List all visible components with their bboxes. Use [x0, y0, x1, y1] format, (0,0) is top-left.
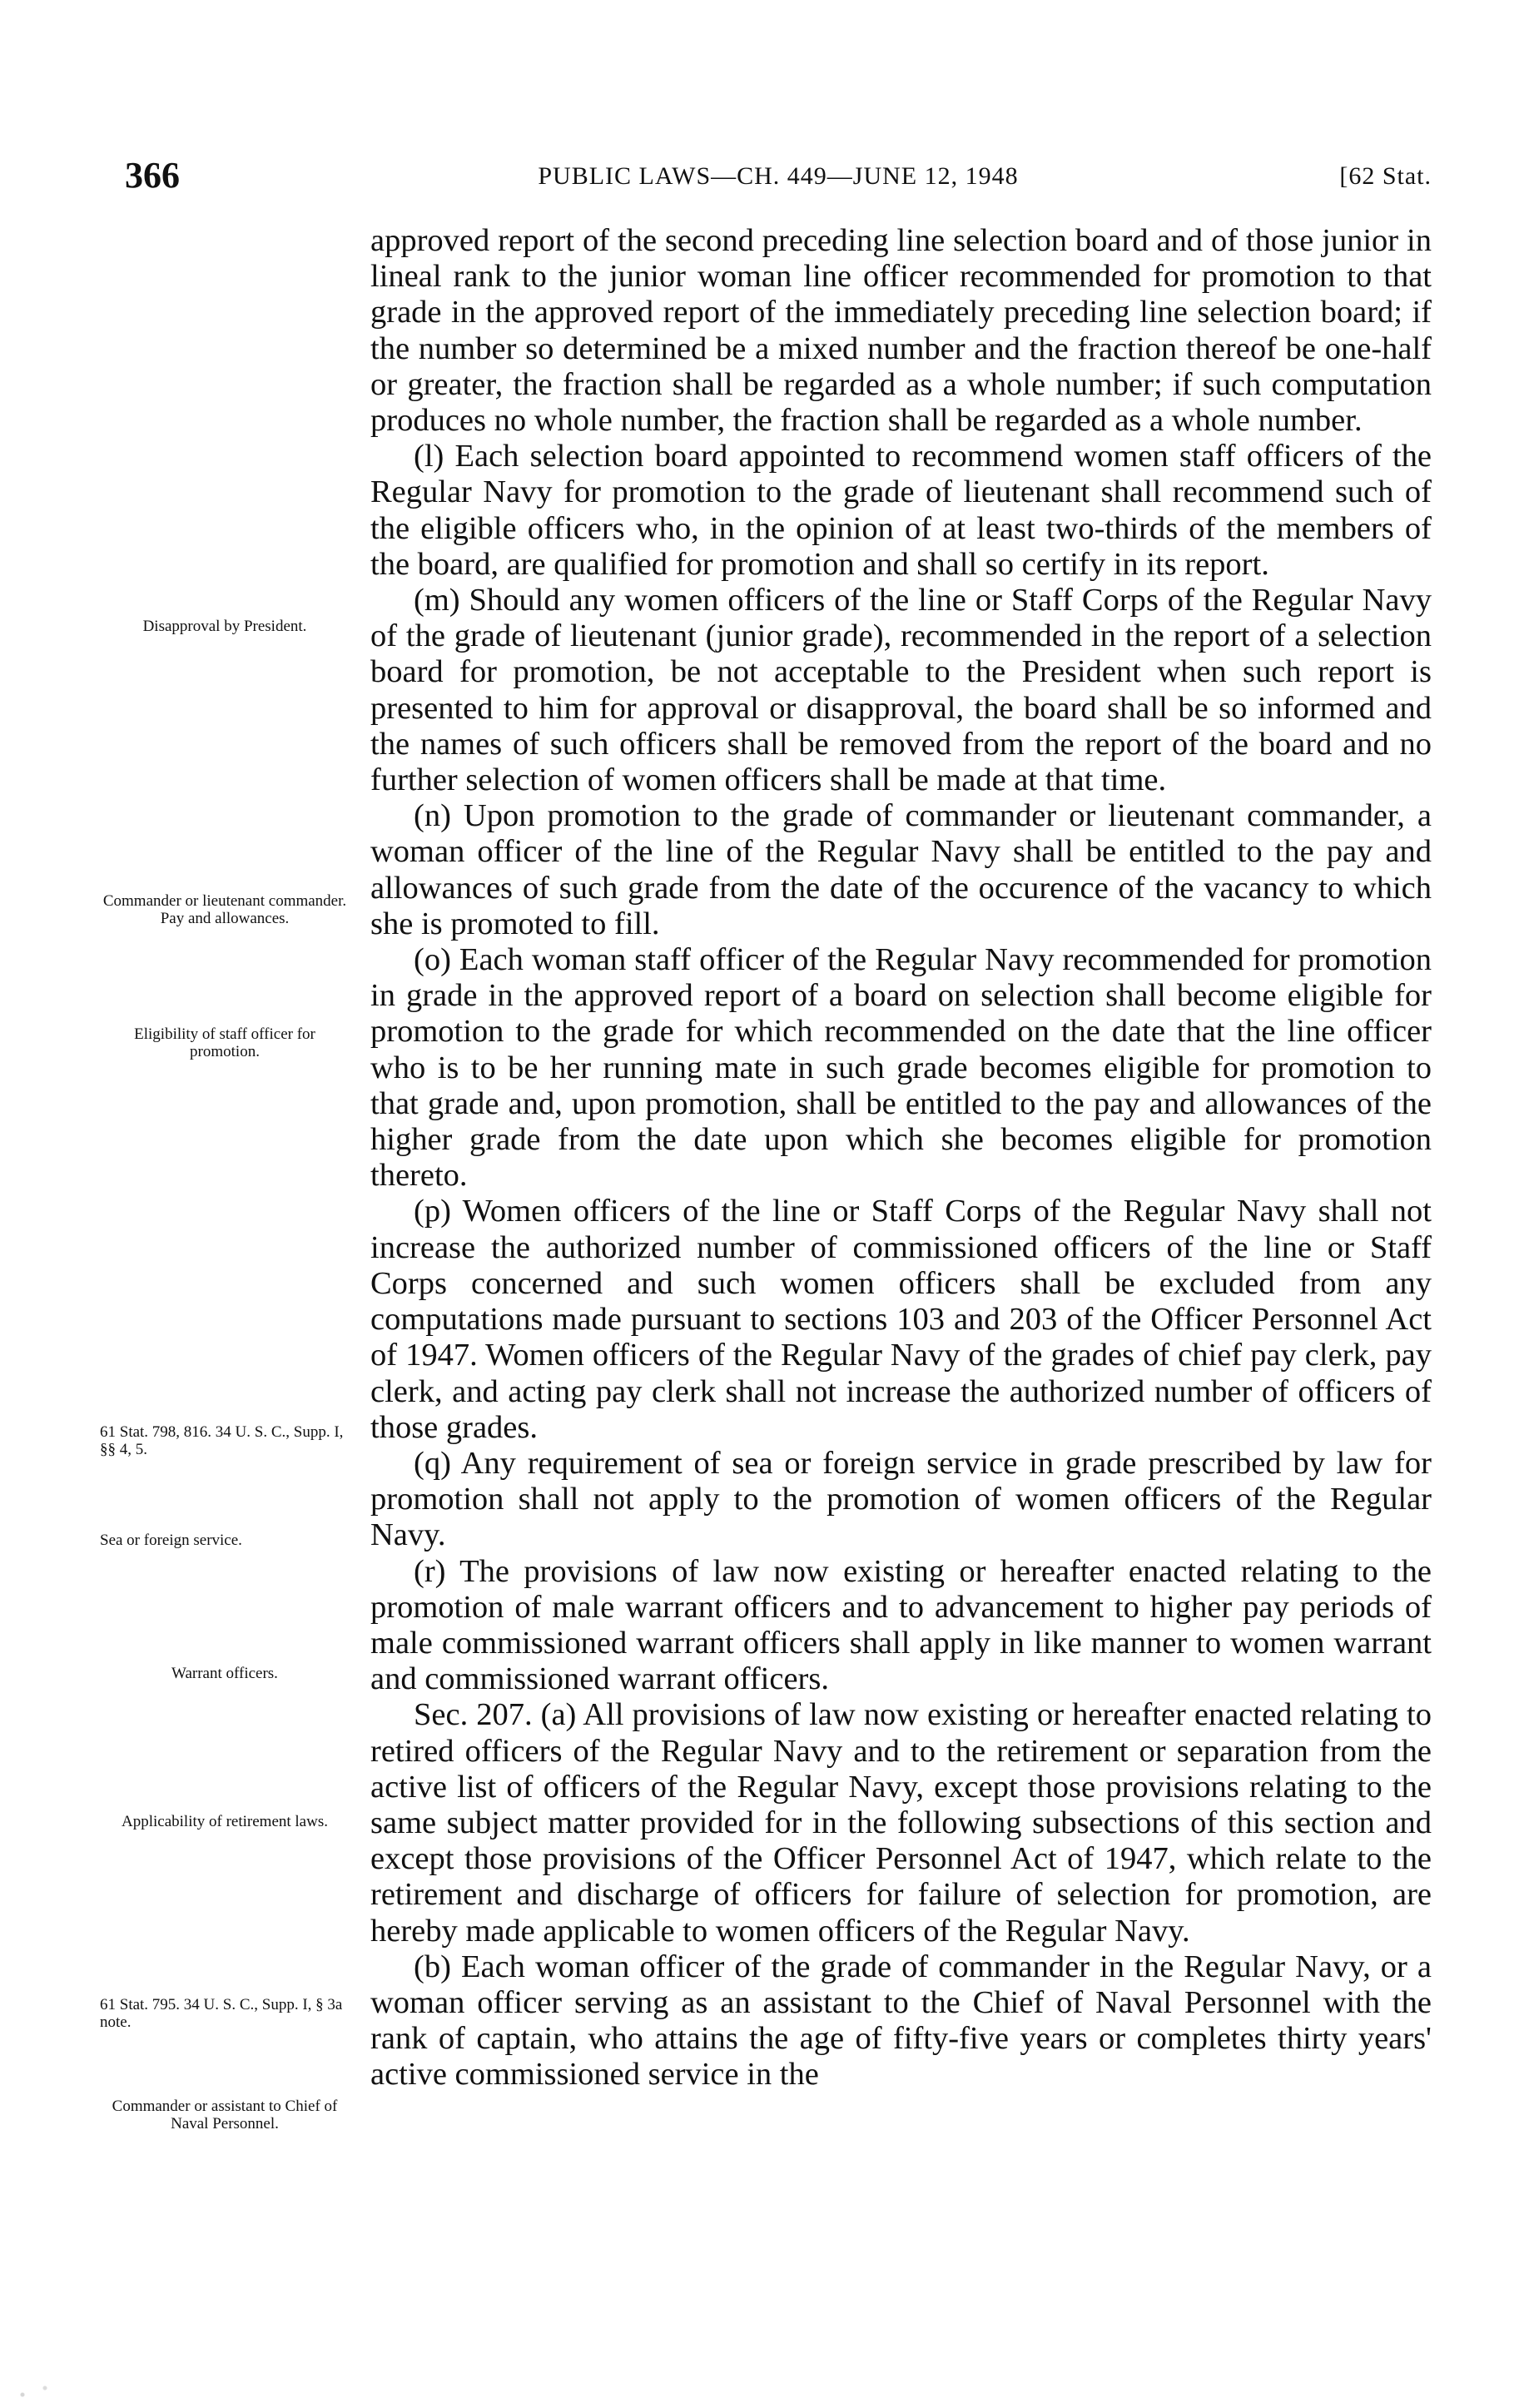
paragraph-n: (n) Upon promotion to the grade of commander or lieutenant commander, a woman officer of the line of the Regular Navy shall be entitled to the pay and allowances of such grade from the date of the occurence of the vacancy to which she is promoted to fill.: [370, 798, 1432, 941]
sidenote-sea-service: Sea or foreign service.: [100, 1532, 242, 1549]
sidenote-eligibility: Eligibility of staff officer for promotion.: [134, 1025, 315, 1060]
sidenote-citation-1: 61 Stat. 798, 816. 34 U. S. C., Supp. I, §§ 4, 5.: [100, 1423, 344, 1458]
paragraph-r: (r) The provisions of law now existing or hereafter enacted relating to the promotion of male warrant officers and to advancement to higher pay periods of male commissioned warrant officers shall apply in like manner to women warrant and commissioned warrant officers.: [370, 1553, 1432, 1697]
page-header: [125, 154, 1432, 204]
sidenote-warrant-officers: Warrant officers.: [171, 1665, 278, 1682]
paragraph-q: (q) Any requirement of sea or foreign service in grade prescribed by law for promotion shall not apply to the promotion of women officers of the Regular Navy.: [370, 1445, 1432, 1553]
page-number: 366: [125, 155, 180, 196]
paragraph-p: (p) Women officers of the line or Staff Corps of the Regular Navy shall not increase the authorized number of commissioned officers of the line or Staff Corps concerned and such women officers shall be excluded from any computations made pursuant to sections 103 and 203 of the Officer Personnel Act of 1947. Women officers of the Regular Navy of the grades of chief pay clerk, pay clerk, and acting pay clerk shall not increase the authorized number of officers of those grades.: [370, 1194, 1432, 1445]
paragraph-continuation: approved report of the second preceding line selection board and of those junior in lineal rank to the junior woman line officer recommended for promotion to that grade in the approved report of the immediately preceding line selection board; if the number so determined be a mixed number and the fraction thereof be one-half or greater, the fraction shall be regarded as a whole number; if such computation produces no whole number, the fraction shall be regarded as a whole number.: [370, 223, 1432, 439]
sidenote-assistant: Commander or assistant to Chief of Naval Personnel.: [112, 2098, 338, 2132]
main-text-column: [370, 223, 1432, 2093]
paragraph-sec-207-a: Sec. 207. (a) All provisions of law now existing or hereafter enacted relating to retired officers of the Regular Navy and to the retirement or separation from the active list of officers of the Regular Navy, except those provisions relating to the same subject matter provided for in the following subsections of this section and except those provisions of the Officer Personnel Act of 1947, which relate to the retirement and discharge of officers for failure of selection for promotion, are hereby made applicable to women officers of the Regular Navy.: [370, 1697, 1432, 1949]
volume-reference: [62 Stat.: [1339, 162, 1432, 190]
paragraph-sec-207-b: (b) Each woman officer of the grade of commander in the Regular Navy, or a woman officer serving as an assistant to the Chief of Naval Personnel with the rank of captain, who attains the age of fifty-five years or completes thirty years' active commissioned service in the: [370, 1949, 1432, 2093]
sidenote-disapproval: Disapproval by President.: [142, 618, 307, 635]
paragraph-l: (l) Each selection board appointed to recommend women staff officers of the Regular Navy for promotion to the grade of lieutenant shall recommend such of the eligible officers who, in the opinion of at least two-thirds of the members of the board, are qualified for promotion and shall so certify in its report.: [370, 439, 1432, 582]
sidenote-applicability: Applicability of retirement laws.: [122, 1813, 328, 1830]
paragraph-m: (m) Should any women officers of the line or Staff Corps of the Regular Navy of the grade of lieutenant (junior grade), recommended in the report of a selection board for promotion, be not acceptable to the President when such report is presented to him for approval or disapproval, the board shall be so informed and the names of such officers shall be removed from the report of the board and no further selection of women officers shall be made at that time.: [370, 583, 1432, 798]
paragraph-o: (o) Each woman staff officer of the Regular Navy recommended for promotion in grade in the approved report of a board on selection shall become eligible for promotion to the grade for which recommended on the date that the line officer who is to be her running mate in such grade becomes eligible for promotion to that grade and, upon promotion, shall be entitled to the pay and allowances of the higher grade from the date upon which she becomes eligible for promotion thereto.: [370, 942, 1432, 1194]
scan-artifact: [0, 2375, 75, 2408]
sidenote-commander-pay: Commander or lieutenant commander. Pay and allowances.: [102, 892, 347, 927]
sidenote-citation-2: 61 Stat. 795. 34 U. S. C., Supp. I, § 3a note.: [100, 1996, 343, 2031]
running-title: PUBLIC LAWS—CH. 449—JUNE 12, 1948: [538, 162, 1019, 190]
